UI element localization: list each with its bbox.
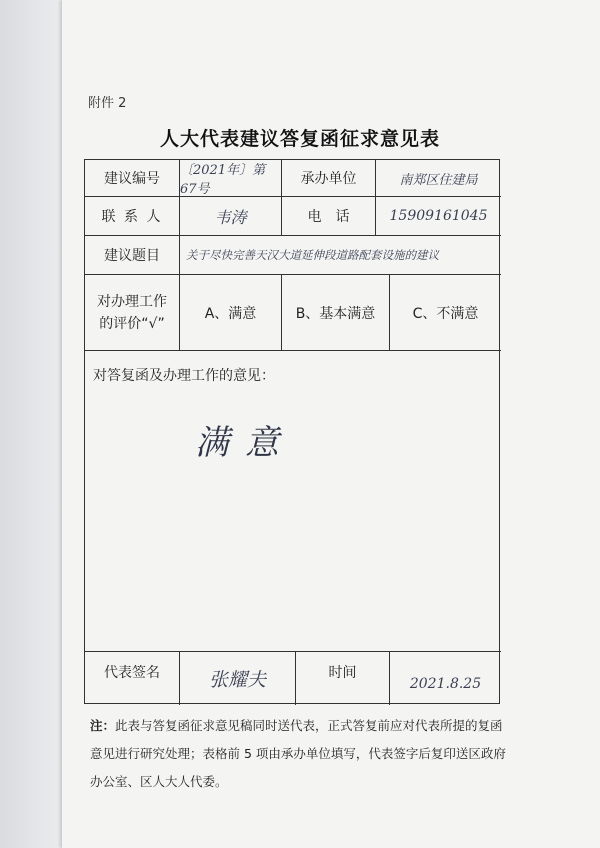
value-handling-unit: 南郑区住建局 — [399, 172, 478, 188]
signature-handwriting: 张耀夫 — [208, 668, 266, 691]
label-evaluation-line2: 的评价“√” — [99, 315, 165, 332]
option-satisfied[interactable]: A、满意 — [204, 305, 257, 322]
time-label: 时间 — [328, 665, 357, 681]
opinion-label: 对答复函及办理工作的意见： — [93, 368, 275, 384]
page-title: 人大代表建议答复函征求意见表 — [159, 128, 440, 150]
label-evaluation-line1: 对办理工作 — [97, 293, 167, 310]
attachment-label: 附件 2 — [88, 96, 127, 111]
time-value: 2021.8.25 — [409, 676, 482, 692]
footnote-prefix: 注： — [90, 718, 116, 733]
option-basically-satisfied[interactable]: B、基本满意 — [295, 305, 376, 322]
row-divider — [85, 350, 501, 351]
value-suggestion-no: 〔2021年〕第67号 — [180, 163, 266, 197]
label-topic: 建议题目 — [104, 248, 160, 264]
value-phone: 15909161045 — [389, 208, 488, 224]
value-topic: 关于尽快完善天汉大道延伸段道路配套设施的建议 — [186, 248, 439, 262]
label-contact: 联 系 人 — [101, 209, 163, 225]
value-contact: 韦涛 — [214, 207, 247, 227]
feedback-form — [84, 159, 500, 704]
signature-label: 代表签名 — [104, 665, 160, 681]
label-suggestion-no: 建议编号 — [104, 171, 160, 187]
label-phone: 电 话 — [307, 209, 350, 225]
footnote — [90, 712, 510, 796]
option-unsatisfied[interactable]: C、不满意 — [412, 305, 479, 322]
footnote-text: 此表与答复函征求意见稿同时送代表，正式答复前应对代表所提的复函意见进行研究处理；表格前 5 项由承办单位填写，代表签字后复印送区政府办公室、区人大人代委。 — [90, 718, 506, 789]
label-handling-unit: 承办单位 — [300, 171, 357, 187]
label-evaluation — [85, 275, 179, 350]
opinion-handwriting: 满意 — [195, 423, 295, 463]
